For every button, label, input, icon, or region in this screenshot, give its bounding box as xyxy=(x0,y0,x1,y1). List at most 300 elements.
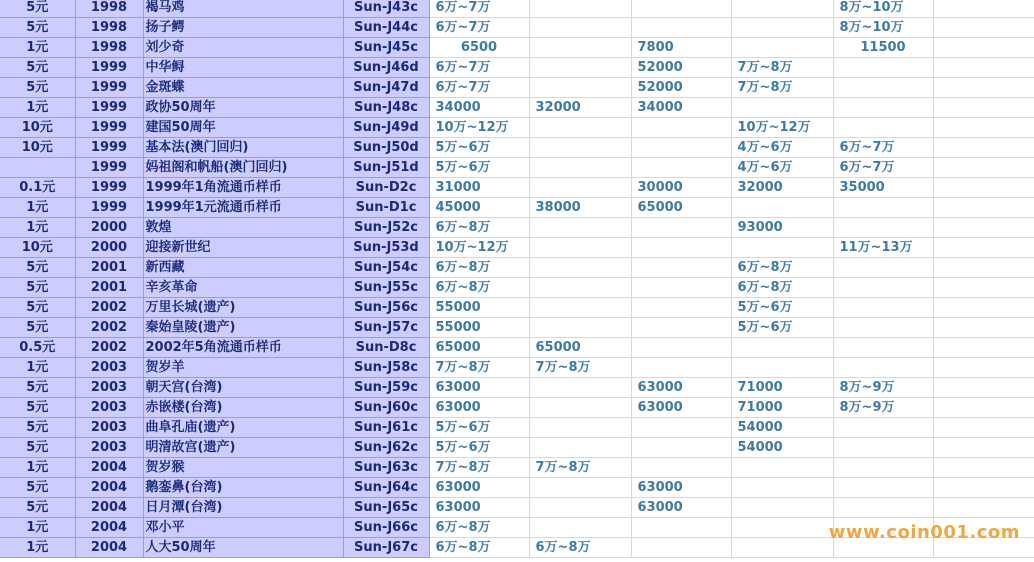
price-cell-2[interactable] xyxy=(529,278,631,298)
table-row[interactable] xyxy=(0,138,1034,158)
price-cell-2[interactable] xyxy=(529,418,631,438)
price-cell-6[interactable] xyxy=(933,238,1034,258)
price-cell-6[interactable] xyxy=(933,158,1034,178)
name-cell[interactable]: 刘少奇 xyxy=(143,38,343,58)
code-cell[interactable]: Sun-J54c xyxy=(343,258,429,278)
price-cell-1[interactable]: 5万~6万 xyxy=(429,438,529,458)
price-cell-6[interactable] xyxy=(933,478,1034,498)
price-cell-4[interactable]: 7万~8万 xyxy=(731,58,833,78)
table-row[interactable] xyxy=(0,0,1034,18)
year-cell[interactable]: 1998 xyxy=(75,38,143,58)
table-row[interactable] xyxy=(0,158,1034,178)
price-cell-5[interactable] xyxy=(833,318,933,338)
price-cell-1[interactable]: 45000 xyxy=(429,198,529,218)
price-cell-6[interactable] xyxy=(933,18,1034,38)
denom-cell[interactable]: 5元 xyxy=(0,418,75,438)
price-cell-2[interactable] xyxy=(529,318,631,338)
price-cell-2[interactable] xyxy=(529,158,631,178)
price-cell-3[interactable] xyxy=(631,118,731,138)
price-cell-5[interactable] xyxy=(833,258,933,278)
price-cell-2[interactable] xyxy=(529,178,631,198)
price-cell-5[interactable]: 11500 xyxy=(833,38,933,58)
price-cell-3[interactable] xyxy=(631,158,731,178)
table-row[interactable] xyxy=(0,498,1034,518)
price-cell-4[interactable] xyxy=(731,338,833,358)
price-cell-3[interactable]: 65000 xyxy=(631,198,731,218)
price-cell-1[interactable]: 65000 xyxy=(429,338,529,358)
price-cell-4[interactable]: 54000 xyxy=(731,418,833,438)
price-cell-3[interactable]: 63000 xyxy=(631,498,731,518)
year-cell[interactable]: 1999 xyxy=(75,158,143,178)
price-cell-1[interactable]: 6万~7万 xyxy=(429,18,529,38)
table-row[interactable] xyxy=(0,478,1034,498)
denom-cell[interactable]: 5元 xyxy=(0,378,75,398)
price-cell-6[interactable] xyxy=(933,138,1034,158)
price-cell-2[interactable] xyxy=(529,258,631,278)
price-cell-1[interactable]: 10万~12万 xyxy=(429,238,529,258)
price-cell-6[interactable] xyxy=(933,118,1034,138)
year-cell[interactable]: 1999 xyxy=(75,118,143,138)
year-cell[interactable]: 2003 xyxy=(75,418,143,438)
table-row[interactable] xyxy=(0,258,1034,278)
price-cell-5[interactable]: 8万~10万 xyxy=(833,18,933,38)
price-cell-2[interactable]: 6万~8万 xyxy=(529,538,631,558)
price-cell-3[interactable]: 30000 xyxy=(631,178,731,198)
price-cell-1[interactable]: 7万~8万 xyxy=(429,458,529,478)
price-cell-6[interactable] xyxy=(933,438,1034,458)
denom-cell[interactable]: 5元 xyxy=(0,298,75,318)
price-cell-5[interactable] xyxy=(833,358,933,378)
name-cell[interactable]: 褐马鸡 xyxy=(143,0,343,18)
price-cell-2[interactable] xyxy=(529,498,631,518)
price-cell-3[interactable]: 63000 xyxy=(631,478,731,498)
price-cell-5[interactable]: 35000 xyxy=(833,178,933,198)
code-cell[interactable]: Sun-D1c xyxy=(343,198,429,218)
denom-cell[interactable]: 5元 xyxy=(0,498,75,518)
year-cell[interactable]: 2003 xyxy=(75,378,143,398)
price-cell-6[interactable] xyxy=(933,38,1034,58)
year-cell[interactable]: 2004 xyxy=(75,538,143,558)
denom-cell[interactable]: 1元 xyxy=(0,218,75,238)
price-cell-2[interactable] xyxy=(529,518,631,538)
price-cell-4[interactable]: 10万~12万 xyxy=(731,118,833,138)
table-row[interactable] xyxy=(0,418,1034,438)
code-cell[interactable]: Sun-J57c xyxy=(343,318,429,338)
price-cell-4[interactable] xyxy=(731,38,833,58)
denom-cell[interactable]: 5元 xyxy=(0,258,75,278)
price-cell-1[interactable]: 31000 xyxy=(429,178,529,198)
name-cell[interactable]: 赤嵌楼(台湾) xyxy=(143,398,343,418)
year-cell[interactable]: 2003 xyxy=(75,438,143,458)
price-cell-4[interactable] xyxy=(731,238,833,258)
name-cell[interactable]: 迎接新世纪 xyxy=(143,238,343,258)
name-cell[interactable]: 基本法(澳门回归) xyxy=(143,138,343,158)
name-cell[interactable]: 1999年1角流通币样币 xyxy=(143,178,343,198)
price-cell-3[interactable] xyxy=(631,518,731,538)
price-cell-4[interactable] xyxy=(731,198,833,218)
price-cell-2[interactable] xyxy=(529,378,631,398)
name-cell[interactable]: 金斑蝶 xyxy=(143,78,343,98)
price-cell-2[interactable] xyxy=(529,298,631,318)
price-cell-6[interactable] xyxy=(933,0,1034,18)
year-cell[interactable]: 1999 xyxy=(75,78,143,98)
price-cell-3[interactable] xyxy=(631,438,731,458)
table-row[interactable] xyxy=(0,378,1034,398)
price-cell-1[interactable]: 55000 xyxy=(429,318,529,338)
price-cell-5[interactable] xyxy=(833,218,933,238)
code-cell[interactable]: Sun-J59c xyxy=(343,378,429,398)
code-cell[interactable]: Sun-J48c xyxy=(343,98,429,118)
price-cell-2[interactable] xyxy=(529,58,631,78)
price-cell-5[interactable] xyxy=(833,278,933,298)
name-cell[interactable]: 辛亥革命 xyxy=(143,278,343,298)
price-cell-4[interactable] xyxy=(731,0,833,18)
price-cell-2[interactable] xyxy=(529,138,631,158)
price-cell-4[interactable]: 6万~8万 xyxy=(731,278,833,298)
price-cell-5[interactable] xyxy=(833,78,933,98)
table-row[interactable] xyxy=(0,198,1034,218)
price-cell-1[interactable]: 63000 xyxy=(429,378,529,398)
price-cell-4[interactable] xyxy=(731,538,833,558)
price-cell-2[interactable] xyxy=(529,38,631,58)
price-cell-4[interactable] xyxy=(731,478,833,498)
table-row[interactable] xyxy=(0,338,1034,358)
table-row[interactable] xyxy=(0,18,1034,38)
price-cell-1[interactable]: 55000 xyxy=(429,298,529,318)
code-cell[interactable]: Sun-D2c xyxy=(343,178,429,198)
year-cell[interactable]: 2001 xyxy=(75,278,143,298)
denom-cell[interactable]: 0.1元 xyxy=(0,178,75,198)
name-cell[interactable]: 日月潭(台湾) xyxy=(143,498,343,518)
year-cell[interactable]: 2000 xyxy=(75,238,143,258)
name-cell[interactable]: 中华鲟 xyxy=(143,58,343,78)
code-cell[interactable]: Sun-J45c xyxy=(343,38,429,58)
price-cell-3[interactable] xyxy=(631,458,731,478)
code-cell[interactable]: Sun-J64c xyxy=(343,478,429,498)
price-cell-1[interactable]: 6万~8万 xyxy=(429,258,529,278)
price-cell-6[interactable] xyxy=(933,98,1034,118)
price-cell-4[interactable] xyxy=(731,358,833,378)
year-cell[interactable]: 2004 xyxy=(75,518,143,538)
price-cell-3[interactable] xyxy=(631,338,731,358)
price-cell-3[interactable] xyxy=(631,18,731,38)
code-cell[interactable]: Sun-J63c xyxy=(343,458,429,478)
price-cell-4[interactable] xyxy=(731,498,833,518)
price-cell-4[interactable]: 5万~6万 xyxy=(731,298,833,318)
price-cell-4[interactable] xyxy=(731,18,833,38)
price-cell-3[interactable] xyxy=(631,138,731,158)
year-cell[interactable]: 1999 xyxy=(75,98,143,118)
price-cell-5[interactable]: 11万~13万 xyxy=(833,238,933,258)
table-row[interactable] xyxy=(0,458,1034,478)
table-row[interactable] xyxy=(0,318,1034,338)
denom-cell[interactable]: 10元 xyxy=(0,138,75,158)
name-cell[interactable]: 邓小平 xyxy=(143,518,343,538)
code-cell[interactable]: Sun-J52c xyxy=(343,218,429,238)
price-cell-5[interactable] xyxy=(833,338,933,358)
table-row[interactable] xyxy=(0,438,1034,458)
price-cell-1[interactable]: 6万~8万 xyxy=(429,538,529,558)
table-row[interactable] xyxy=(0,298,1034,318)
denom-cell[interactable]: 1元 xyxy=(0,518,75,538)
price-cell-1[interactable]: 6万~8万 xyxy=(429,278,529,298)
table-row[interactable] xyxy=(0,178,1034,198)
denom-cell[interactable]: 5元 xyxy=(0,18,75,38)
price-cell-5[interactable]: 8万~9万 xyxy=(833,378,933,398)
year-cell[interactable]: 2001 xyxy=(75,258,143,278)
denom-cell[interactable] xyxy=(0,158,75,178)
denom-cell[interactable]: 5元 xyxy=(0,0,75,18)
code-cell[interactable]: Sun-J51d xyxy=(343,158,429,178)
name-cell[interactable]: 人大50周年 xyxy=(143,538,343,558)
price-cell-3[interactable] xyxy=(631,298,731,318)
price-cell-6[interactable] xyxy=(933,378,1034,398)
name-cell[interactable]: 贺岁猴 xyxy=(143,458,343,478)
price-cell-2[interactable] xyxy=(529,438,631,458)
price-cell-4[interactable]: 4万~6万 xyxy=(731,138,833,158)
year-cell[interactable]: 1999 xyxy=(75,198,143,218)
denom-cell[interactable]: 5元 xyxy=(0,438,75,458)
code-cell[interactable]: Sun-J60c xyxy=(343,398,429,418)
price-cell-2[interactable] xyxy=(529,238,631,258)
code-cell[interactable]: Sun-J56c xyxy=(343,298,429,318)
denom-cell[interactable]: 5元 xyxy=(0,318,75,338)
price-cell-2[interactable] xyxy=(529,478,631,498)
denom-cell[interactable]: 1元 xyxy=(0,38,75,58)
price-cell-3[interactable]: 63000 xyxy=(631,378,731,398)
price-cell-5[interactable] xyxy=(833,298,933,318)
denom-cell[interactable]: 5元 xyxy=(0,478,75,498)
code-cell[interactable]: Sun-J66c xyxy=(343,518,429,538)
price-cell-5[interactable] xyxy=(833,438,933,458)
price-cell-2[interactable]: 7万~8万 xyxy=(529,458,631,478)
table-row[interactable] xyxy=(0,218,1034,238)
price-cell-2[interactable]: 38000 xyxy=(529,198,631,218)
denom-cell[interactable]: 5元 xyxy=(0,278,75,298)
code-cell[interactable]: Sun-J50d xyxy=(343,138,429,158)
price-cell-6[interactable] xyxy=(933,298,1034,318)
price-cell-6[interactable] xyxy=(933,498,1034,518)
price-cell-3[interactable] xyxy=(631,258,731,278)
price-cell-3[interactable]: 52000 xyxy=(631,78,731,98)
price-cell-4[interactable] xyxy=(731,98,833,118)
code-cell[interactable]: Sun-J46d xyxy=(343,58,429,78)
denom-cell[interactable]: 1元 xyxy=(0,198,75,218)
price-cell-6[interactable] xyxy=(933,78,1034,98)
price-cell-2[interactable]: 7万~8万 xyxy=(529,358,631,378)
price-cell-4[interactable]: 7万~8万 xyxy=(731,78,833,98)
price-cell-6[interactable] xyxy=(933,178,1034,198)
table-row[interactable] xyxy=(0,118,1034,138)
year-cell[interactable]: 2003 xyxy=(75,358,143,378)
denom-cell[interactable]: 10元 xyxy=(0,238,75,258)
denom-cell[interactable]: 10元 xyxy=(0,118,75,138)
price-cell-1[interactable]: 6万~8万 xyxy=(429,218,529,238)
denom-cell[interactable]: 5元 xyxy=(0,58,75,78)
price-cell-4[interactable] xyxy=(731,518,833,538)
price-cell-3[interactable] xyxy=(631,318,731,338)
price-cell-2[interactable] xyxy=(529,0,631,18)
price-cell-5[interactable]: 6万~7万 xyxy=(833,138,933,158)
price-cell-1[interactable]: 34000 xyxy=(429,98,529,118)
year-cell[interactable]: 2004 xyxy=(75,498,143,518)
year-cell[interactable]: 1998 xyxy=(75,0,143,18)
price-cell-5[interactable] xyxy=(833,478,933,498)
table-row[interactable] xyxy=(0,98,1034,118)
price-cell-3[interactable] xyxy=(631,278,731,298)
price-cell-6[interactable] xyxy=(933,258,1034,278)
price-cell-5[interactable]: 6万~7万 xyxy=(833,158,933,178)
table-row[interactable] xyxy=(0,398,1034,418)
price-cell-5[interactable] xyxy=(833,498,933,518)
price-cell-3[interactable] xyxy=(631,0,731,18)
price-cell-1[interactable]: 6万~8万 xyxy=(429,518,529,538)
price-cell-6[interactable] xyxy=(933,338,1034,358)
price-cell-2[interactable] xyxy=(529,78,631,98)
code-cell[interactable]: Sun-J65c xyxy=(343,498,429,518)
code-cell[interactable]: Sun-D8c xyxy=(343,338,429,358)
code-cell[interactable]: Sun-J55c xyxy=(343,278,429,298)
price-cell-4[interactable]: 4万~6万 xyxy=(731,158,833,178)
price-cell-6[interactable] xyxy=(933,398,1034,418)
price-cell-2[interactable] xyxy=(529,18,631,38)
price-cell-3[interactable] xyxy=(631,218,731,238)
name-cell[interactable]: 明清故宫(遗产) xyxy=(143,438,343,458)
price-cell-1[interactable]: 5万~6万 xyxy=(429,138,529,158)
price-cell-1[interactable]: 6万~7万 xyxy=(429,58,529,78)
name-cell[interactable]: 敦煌 xyxy=(143,218,343,238)
price-cell-4[interactable]: 32000 xyxy=(731,178,833,198)
price-cell-1[interactable]: 6万~7万 xyxy=(429,78,529,98)
name-cell[interactable]: 妈祖阁和帆船(澳门回归) xyxy=(143,158,343,178)
price-cell-5[interactable] xyxy=(833,58,933,78)
price-cell-3[interactable]: 63000 xyxy=(631,398,731,418)
code-cell[interactable]: Sun-J47d xyxy=(343,78,429,98)
name-cell[interactable]: 贺岁羊 xyxy=(143,358,343,378)
year-cell[interactable]: 1998 xyxy=(75,18,143,38)
price-cell-4[interactable]: 6万~8万 xyxy=(731,258,833,278)
price-cell-1[interactable]: 63000 xyxy=(429,498,529,518)
price-cell-1[interactable]: 5万~6万 xyxy=(429,418,529,438)
year-cell[interactable]: 2002 xyxy=(75,298,143,318)
price-cell-3[interactable]: 34000 xyxy=(631,98,731,118)
price-cell-3[interactable]: 7800 xyxy=(631,38,731,58)
year-cell[interactable]: 2000 xyxy=(75,218,143,238)
name-cell[interactable]: 鹅銮鼻(台湾) xyxy=(143,478,343,498)
price-cell-6[interactable] xyxy=(933,458,1034,478)
code-cell[interactable]: Sun-J61c xyxy=(343,418,429,438)
price-cell-3[interactable] xyxy=(631,238,731,258)
table-row[interactable] xyxy=(0,58,1034,78)
name-cell[interactable]: 新西藏 xyxy=(143,258,343,278)
year-cell[interactable]: 2004 xyxy=(75,458,143,478)
price-cell-5[interactable]: 8万~10万 xyxy=(833,0,933,18)
price-cell-5[interactable]: 8万~9万 xyxy=(833,398,933,418)
price-cell-3[interactable] xyxy=(631,538,731,558)
year-cell[interactable]: 2004 xyxy=(75,478,143,498)
table-row[interactable] xyxy=(0,238,1034,258)
name-cell[interactable]: 扬子鳄 xyxy=(143,18,343,38)
denom-cell[interactable]: 5元 xyxy=(0,78,75,98)
year-cell[interactable]: 2002 xyxy=(75,338,143,358)
year-cell[interactable]: 1999 xyxy=(75,58,143,78)
price-cell-3[interactable] xyxy=(631,358,731,378)
price-cell-2[interactable] xyxy=(529,118,631,138)
table-row[interactable] xyxy=(0,278,1034,298)
price-cell-1[interactable]: 6万~7万 xyxy=(429,0,529,18)
denom-cell[interactable]: 1元 xyxy=(0,538,75,558)
price-cell-6[interactable] xyxy=(933,278,1034,298)
price-cell-6[interactable] xyxy=(933,358,1034,378)
name-cell[interactable]: 1999年1元流通币样币 xyxy=(143,198,343,218)
year-cell[interactable]: 2003 xyxy=(75,398,143,418)
code-cell[interactable]: Sun-J44c xyxy=(343,18,429,38)
year-cell[interactable]: 1999 xyxy=(75,138,143,158)
code-cell[interactable]: Sun-J67c xyxy=(343,538,429,558)
price-cell-4[interactable]: 54000 xyxy=(731,438,833,458)
name-cell[interactable]: 秦始皇陵(遗产) xyxy=(143,318,343,338)
price-cell-6[interactable] xyxy=(933,418,1034,438)
code-cell[interactable]: Sun-J58c xyxy=(343,358,429,378)
table-row[interactable] xyxy=(0,358,1034,378)
price-cell-1[interactable]: 10万~12万 xyxy=(429,118,529,138)
name-cell[interactable]: 2002年5角流通币样币 xyxy=(143,338,343,358)
price-cell-4[interactable]: 93000 xyxy=(731,218,833,238)
price-cell-1[interactable]: 6500 xyxy=(429,38,529,58)
price-cell-1[interactable]: 5万~6万 xyxy=(429,158,529,178)
name-cell[interactable]: 政协50周年 xyxy=(143,98,343,118)
price-cell-4[interactable]: 71000 xyxy=(731,398,833,418)
price-cell-4[interactable]: 71000 xyxy=(731,378,833,398)
price-cell-5[interactable] xyxy=(833,198,933,218)
price-cell-6[interactable] xyxy=(933,58,1034,78)
denom-cell[interactable]: 1元 xyxy=(0,458,75,478)
table-row[interactable] xyxy=(0,38,1034,58)
denom-cell[interactable]: 0.5元 xyxy=(0,338,75,358)
price-cell-2[interactable] xyxy=(529,398,631,418)
year-cell[interactable]: 1999 xyxy=(75,178,143,198)
price-cell-5[interactable] xyxy=(833,98,933,118)
price-cell-2[interactable] xyxy=(529,218,631,238)
code-cell[interactable]: Sun-J43c xyxy=(343,0,429,18)
denom-cell[interactable]: 1元 xyxy=(0,358,75,378)
price-cell-1[interactable]: 7万~8万 xyxy=(429,358,529,378)
price-cell-4[interactable]: 5万~6万 xyxy=(731,318,833,338)
price-cell-6[interactable] xyxy=(933,318,1034,338)
price-cell-4[interactable] xyxy=(731,458,833,478)
price-cell-2[interactable]: 32000 xyxy=(529,98,631,118)
name-cell[interactable]: 建国50周年 xyxy=(143,118,343,138)
price-cell-3[interactable]: 52000 xyxy=(631,58,731,78)
price-cell-1[interactable]: 63000 xyxy=(429,478,529,498)
price-cell-6[interactable] xyxy=(933,218,1034,238)
price-cell-5[interactable] xyxy=(833,118,933,138)
price-cell-1[interactable]: 63000 xyxy=(429,398,529,418)
price-cell-3[interactable] xyxy=(631,418,731,438)
denom-cell[interactable]: 1元 xyxy=(0,98,75,118)
name-cell[interactable]: 曲阜孔庙(遗产) xyxy=(143,418,343,438)
code-cell[interactable]: Sun-J49d xyxy=(343,118,429,138)
price-cell-6[interactable] xyxy=(933,198,1034,218)
price-cell-5[interactable] xyxy=(833,458,933,478)
denom-cell[interactable]: 5元 xyxy=(0,398,75,418)
code-cell[interactable]: Sun-J53d xyxy=(343,238,429,258)
year-cell[interactable]: 2002 xyxy=(75,318,143,338)
name-cell[interactable]: 朝天宫(台湾) xyxy=(143,378,343,398)
code-cell[interactable]: Sun-J62c xyxy=(343,438,429,458)
price-cell-2[interactable]: 65000 xyxy=(529,338,631,358)
name-cell[interactable]: 万里长城(遗产) xyxy=(143,298,343,318)
